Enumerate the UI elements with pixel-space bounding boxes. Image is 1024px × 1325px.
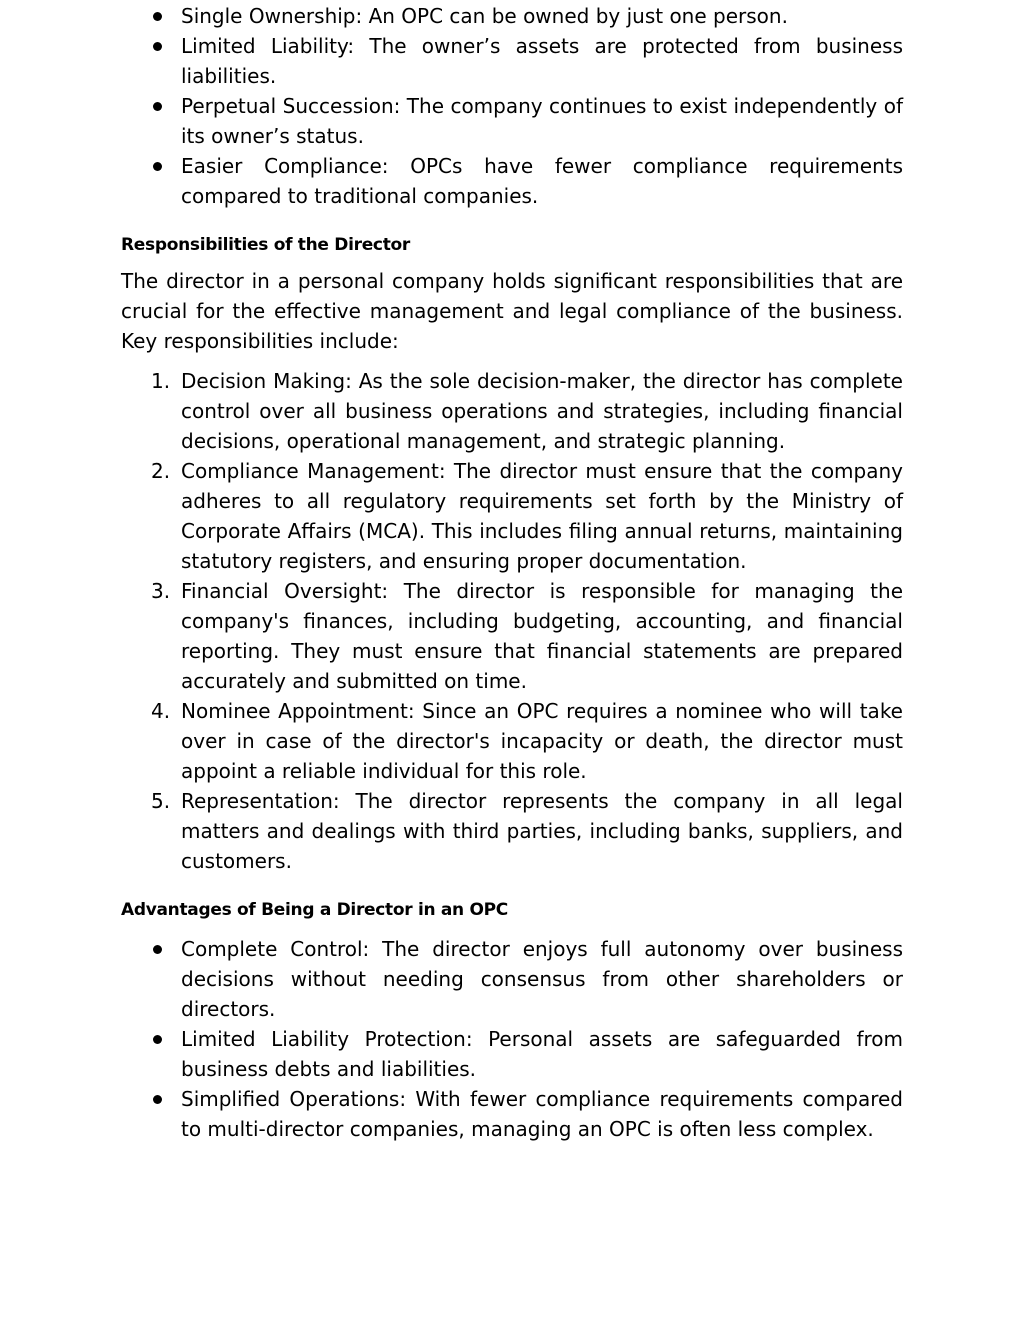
list-item-text: Financial Oversight: The director is responsible for managing the company's finances, including budgeting, accounting, and financial reporting. They must ensure that financial statements are prepared accurately and submitted on time. <box>181 579 903 693</box>
list-item-text: Easier Compliance: OPCs have fewer compliance requirements compared to traditional companies. <box>181 154 903 208</box>
document-page <box>121 0 903 1144</box>
intro-bullet-list <box>121 1 903 211</box>
list-item-text: Perpetual Succession: The company continues to exist independently of its owner’s status. <box>181 94 903 148</box>
list-item-text: Limited Liability Protection: Personal assets are safeguarded from business debts and liabilities. <box>181 1027 903 1081</box>
list-item-text: Single Ownership: An OPC can be owned by just one person. <box>181 4 788 28</box>
advantages-bullet-list <box>121 934 903 1144</box>
list-item <box>121 1 903 31</box>
list-number: 5. <box>151 789 171 813</box>
list-item-text: Simplified Operations: With fewer compliance requirements compared to multi-director companies, managing an OPC is often less complex. <box>181 1087 903 1141</box>
list-item-text: Decision Making: As the sole decision-maker, the director has complete control over all business operations and strategies, including financial decisions, operational management, and strategic planning. <box>181 369 903 453</box>
list-item <box>121 1024 903 1084</box>
list-item <box>121 31 903 91</box>
numbered-list-item <box>121 696 903 786</box>
list-item-text: Representation: The director represents the company in all legal matters and dealings with third parties, including banks, suppliers, and customers. <box>181 789 903 873</box>
list-number: 1. <box>151 369 171 393</box>
list-item-text: Limited Liability: The owner’s assets are protected from business liabilities. <box>181 34 903 88</box>
list-item <box>121 934 903 1024</box>
list-number: 2. <box>151 459 171 483</box>
list-number: 4. <box>151 699 171 723</box>
numbered-list-item <box>121 786 903 876</box>
section-heading-responsibilities: Responsibilities of the Director <box>121 235 410 255</box>
list-number: 3. <box>151 579 171 603</box>
list-item <box>121 1084 903 1144</box>
list-item <box>121 151 903 211</box>
list-item-text: Nominee Appointment: Since an OPC requires a nominee who will take over in case of the director's incapacity or death, the director must appoint a reliable individual for this role. <box>181 699 903 783</box>
responsibilities-paragraph: The director in a personal company holds significant responsibilities that are crucial for the effective management and legal compliance of the business. Key responsibilities include: <box>121 269 903 353</box>
list-item <box>121 91 903 151</box>
list-item-text: Compliance Management: The director must ensure that the company adheres to all regulatory requirements set forth by the Ministry of Corporate Affairs (MCA). This includes filing annual returns, maintaining statutory registers, and ensuring proper documentation. <box>181 459 903 573</box>
numbered-list-item <box>121 456 903 576</box>
section-heading-advantages: Advantages of Being a Director in an OPC <box>121 900 508 920</box>
responsibilities-numbered-list <box>121 366 903 876</box>
numbered-list-item <box>121 366 903 456</box>
list-item-text: Complete Control: The director enjoys full autonomy over business decisions without needing consensus from other shareholders or directors. <box>181 937 903 1021</box>
numbered-list-item <box>121 576 903 696</box>
